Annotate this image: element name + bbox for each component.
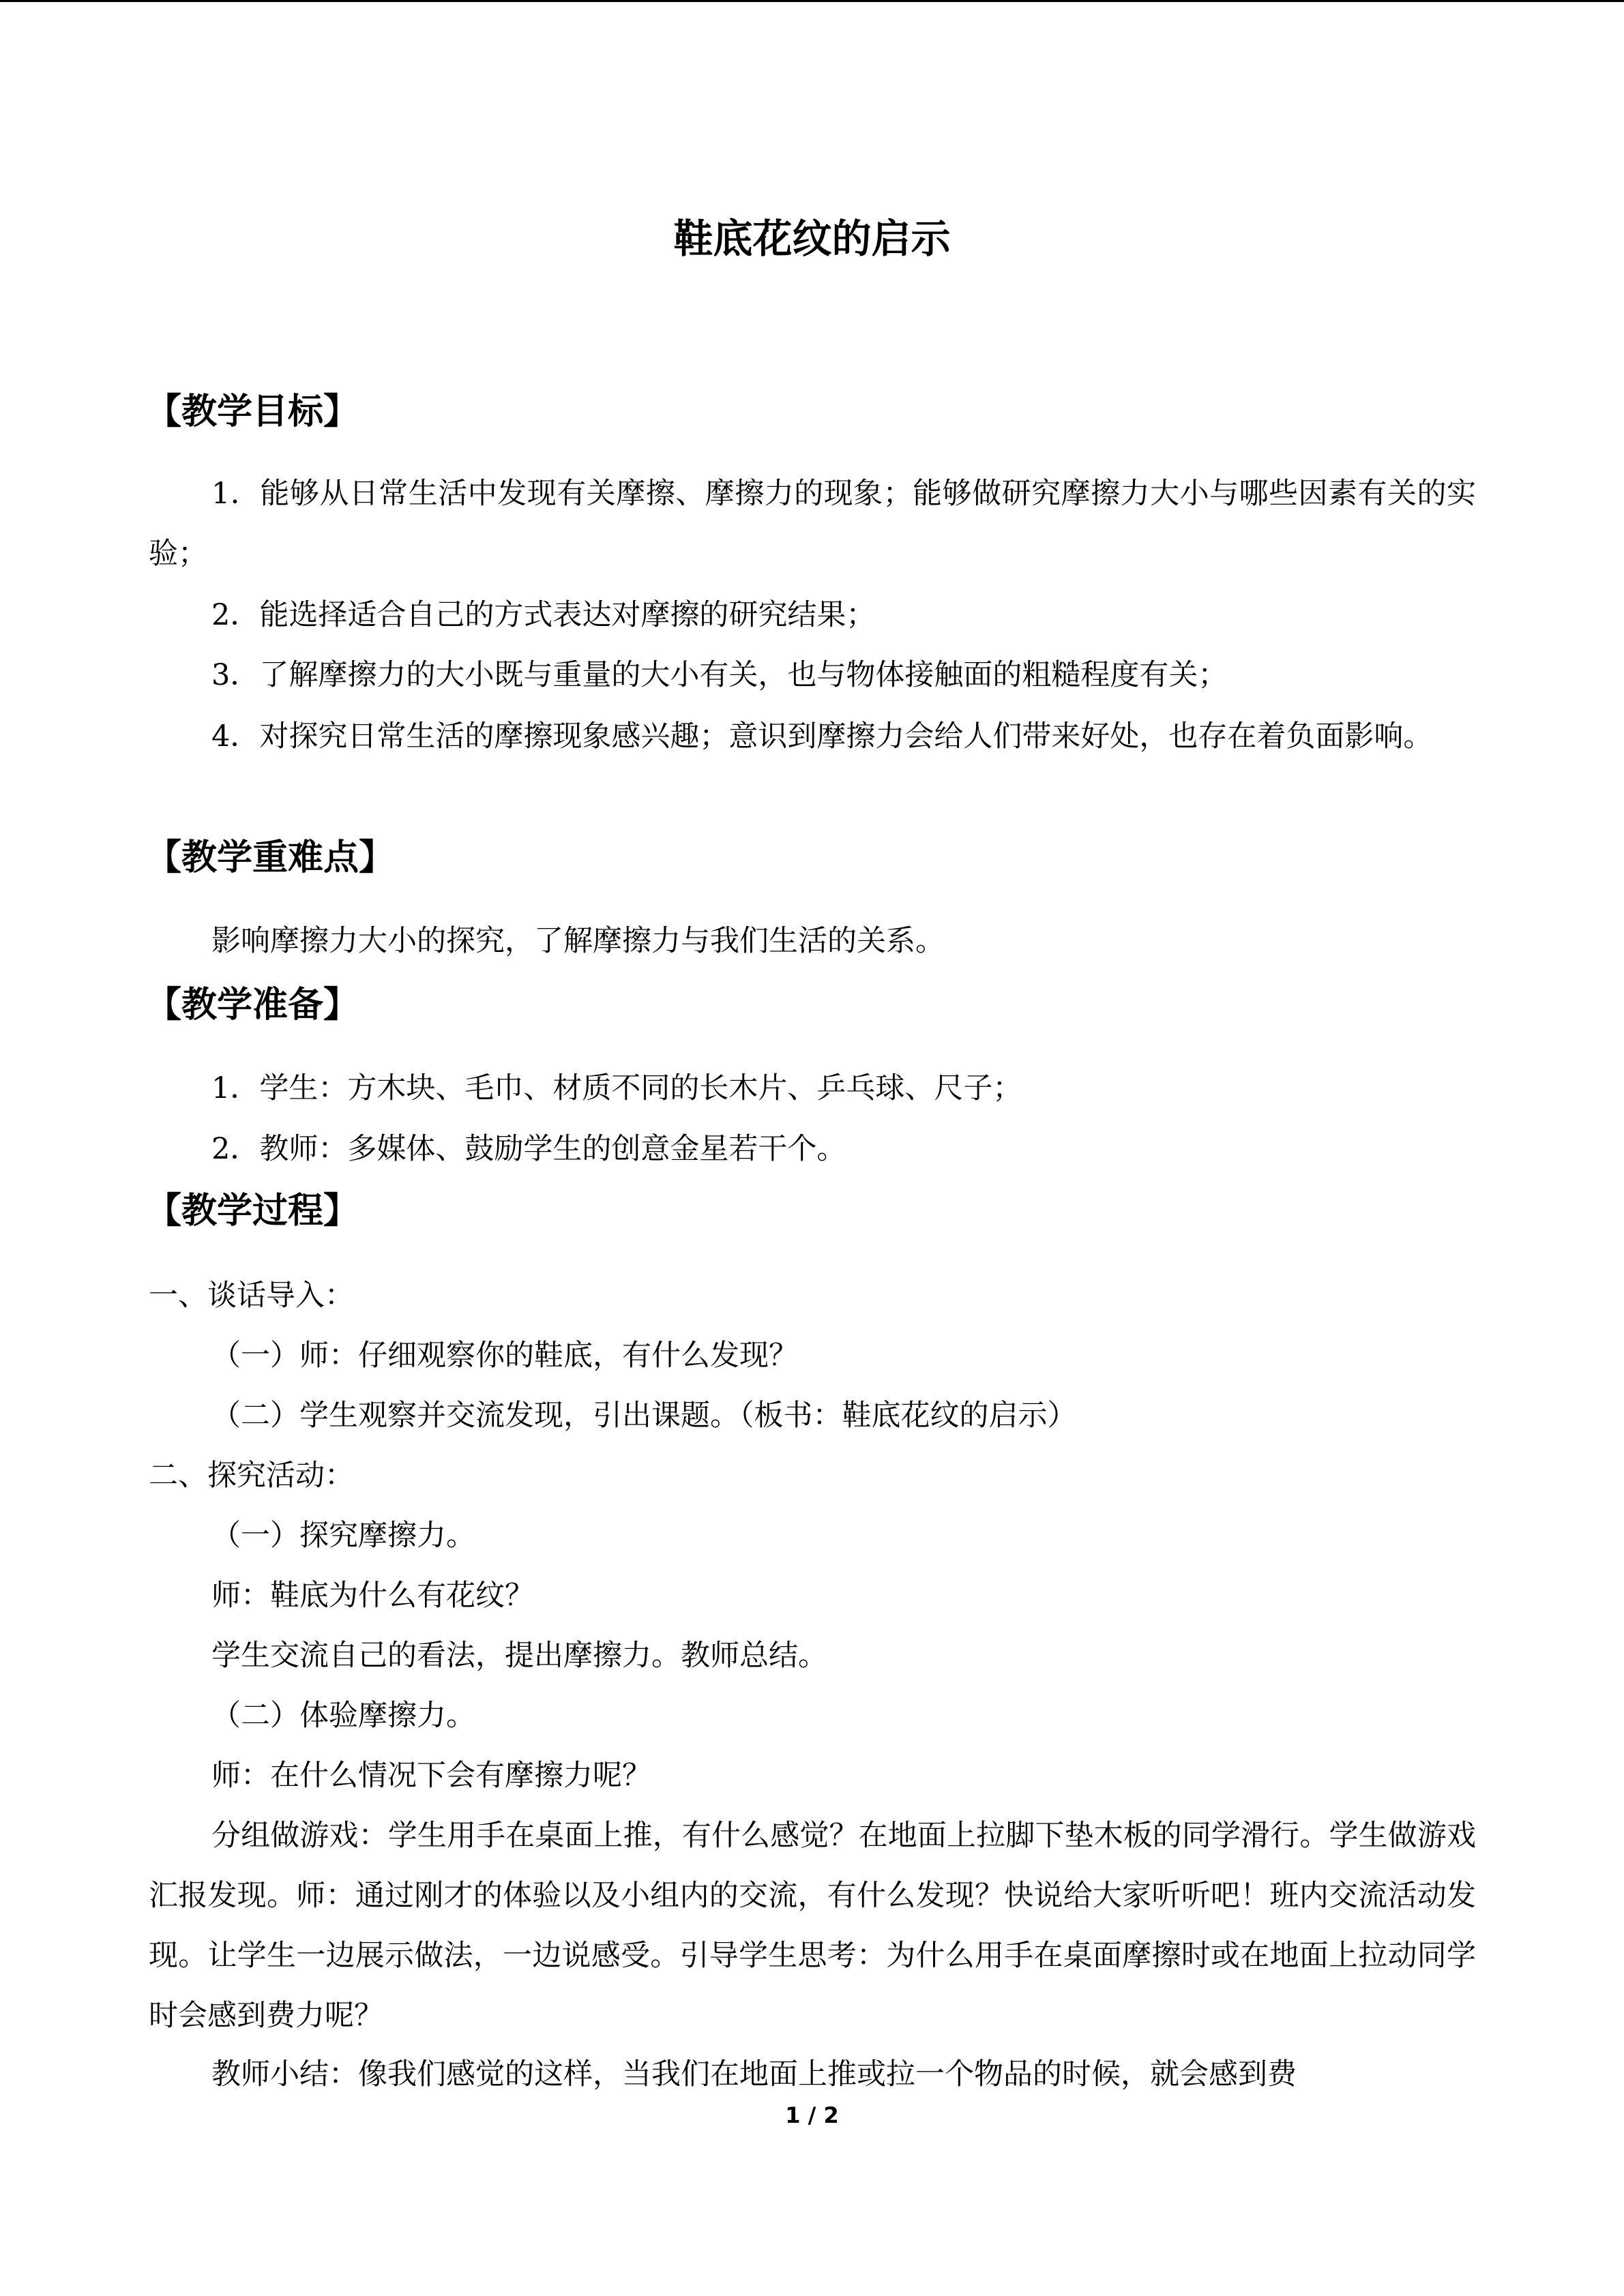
preparation-item-1: 1．学生：方木块、毛巾、材质不同的长木片、乒乓球、尺子； [211,1071,1022,1105]
process-line: （一）师：仔细观察你的鞋底，有什么发现？ [211,1339,798,1373]
process-paragraph-summary: 教师小结：像我们感觉的这样，当我们在地面上推或拉一个物品的时候，就会感到费 [211,2057,1297,2091]
section-heading-key-points: 【教学重难点】 [146,837,395,878]
page-number: 1 / 2 [785,2102,839,2128]
section-heading-preparation: 【教学准备】 [146,985,359,1026]
process-step-2-heading: 二、探究活动： [149,1459,354,1493]
document-title: 鞋底花纹的启示 [673,215,951,262]
objective-item-1: 1．能够从日常生活中发现有关摩擦、摩擦力的现象；能够做研究摩擦力大小与哪些因素有关的实验； [149,477,1476,571]
process-line: （二）学生观察并交流发现，引出课题。（板书：鞋底花纹的启示） [211,1399,1077,1433]
objective-item-2: 2．能选择适合自己的方式表达对摩擦的研究结果； [211,598,876,632]
objective-item-4: 4．对探究日常生活的摩擦现象感兴趣；意识到摩擦力会给人们带来好处，也存在着负面影响。 [211,719,1433,754]
process-paragraph-game: 分组做游戏：学生用手在桌面上推，有什么感觉？在地面上拉脚下垫木板的同学滑行。学生做游戏汇报发现。师：通过刚才的体验以及小组内的交流，有什么发现？快说给大家听听吧！班内交流活动发现。让学生一边展示做法，一边说感受。引导学生思考：为什么用手在桌面摩擦时或在地面上拉动同学时会感到费力呢？ [149,1819,1476,2033]
process-line: 师：鞋底为什么有花纹？ [211,1579,534,1613]
preparation-item-2: 2．教师：多媒体、鼓励学生的创意金星若干个。 [211,1132,846,1166]
process-line: 学生交流自己的看法，提出摩擦力。教师总结。 [211,1639,827,1673]
objective-item-3: 3．了解摩擦力的大小既与重量的大小有关，也与物体接触面的粗糙程度有关； [211,658,1228,692]
section-heading-process: 【教学过程】 [146,1191,359,1232]
section-heading-objectives: 【教学目标】 [146,391,359,432]
process-line: （二）体验摩擦力。 [211,1699,475,1733]
process-line: （一）探究摩擦力。 [211,1519,475,1553]
process-line: 师：在什么情况下会有摩擦力呢？ [211,1759,651,1793]
key-points-text: 影响摩擦力大小的探究，了解摩擦力与我们生活的关系。 [211,924,945,958]
process-step-1-heading: 一、谈话导入： [149,1279,354,1313]
